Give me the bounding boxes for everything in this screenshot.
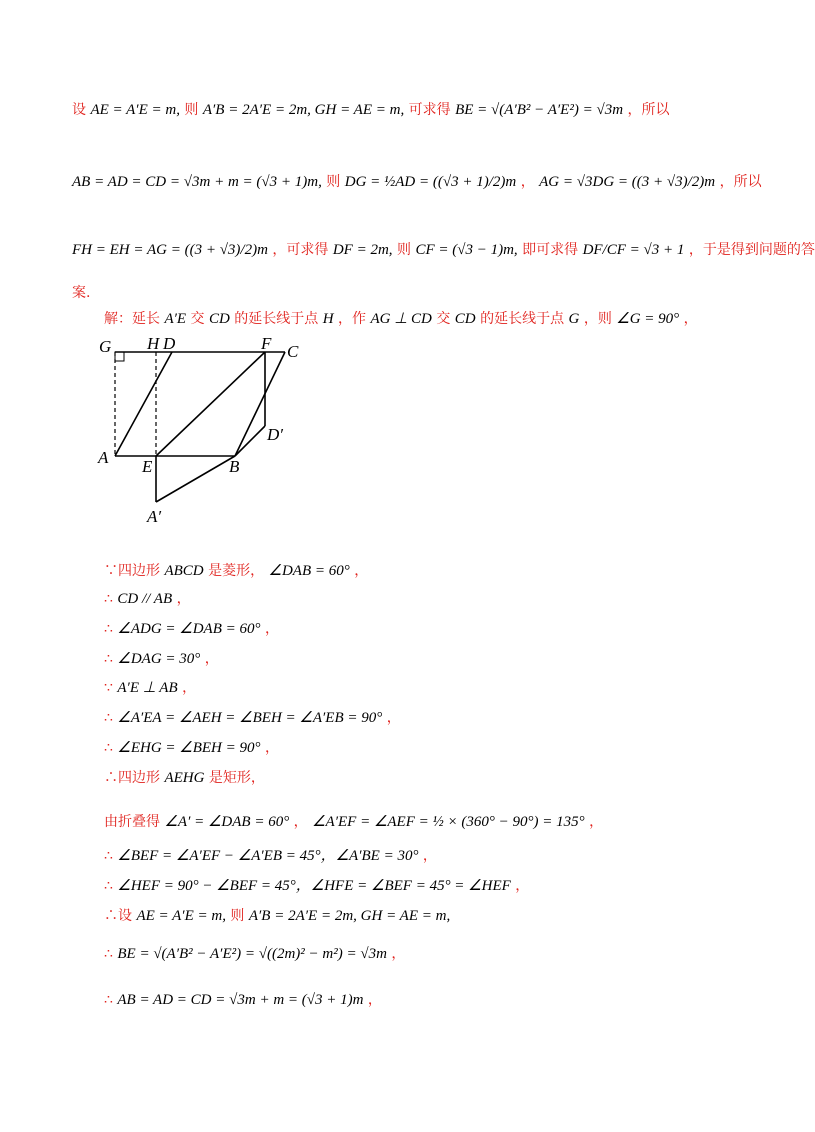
formula: A′B = 2A′E = 2m, GH = AE = m, — [248, 908, 451, 924]
text: 的延长线于点 — [234, 311, 319, 327]
formula: AB = AD = CD = √3m + m = (√3 + 1)m — [117, 992, 364, 1008]
text: ∴ — [104, 878, 113, 894]
text-line-7 — [104, 589, 191, 609]
label-d: D — [163, 334, 176, 353]
text: ， — [391, 946, 406, 962]
text-line-14 — [104, 812, 603, 832]
formula: A′B = 2A′E = 2m, GH = AE = m, — [202, 102, 405, 118]
formula: ∠A′ = ∠DAB = 60° — [164, 814, 290, 830]
formula: CD — [454, 311, 476, 327]
text: ， — [520, 174, 535, 190]
formula: DG = ½AD = ((√3 + 1)/2)m — [344, 174, 517, 190]
formula: AG ⊥ CD — [370, 311, 432, 327]
formula: ∠EHG = ∠BEH = 90° — [117, 740, 261, 756]
formula: AE = A′E = m, — [90, 102, 180, 118]
text: ， — [176, 591, 191, 607]
text-line-3 — [72, 240, 815, 260]
text-line-5 — [104, 309, 698, 329]
label-c: C — [287, 342, 299, 361]
text: 交 — [190, 311, 205, 327]
text-line-13 — [104, 768, 265, 788]
text: 可求得 — [408, 102, 451, 118]
text: 则 — [184, 102, 199, 118]
text-line-19 — [104, 990, 382, 1010]
formula: ∠DAG = 30° — [117, 651, 201, 667]
formula: DF = 2m, — [332, 242, 393, 258]
label-a-prime: A′ — [147, 507, 162, 526]
label-a: A — [98, 448, 109, 467]
formula: ∠DAB = 60° — [268, 563, 350, 579]
line-ad — [115, 352, 172, 456]
formula: BE = √(A′B² − A′E²) = √((2m)² − m²) = √3m — [117, 946, 387, 962]
formula: H — [322, 311, 334, 327]
text-line-12 — [104, 738, 279, 758]
text: ，则 — [583, 311, 612, 327]
text-line-11 — [104, 708, 401, 728]
formula: ∠A′EF = ∠AEF = ½ × (360° − 90°) = 135° — [312, 814, 585, 830]
text: ∴ — [104, 848, 113, 864]
formula: G — [568, 311, 580, 327]
geometry-figure — [95, 330, 325, 534]
text: ∴ — [104, 621, 113, 637]
text: 的延长线于点 — [480, 311, 565, 327]
line-a2b — [156, 456, 235, 502]
text: ，作 — [338, 311, 367, 327]
text: ∵ — [104, 680, 113, 696]
label-h: H — [147, 334, 160, 353]
text: 解：延长 — [104, 311, 160, 327]
text: ∴设 — [104, 908, 132, 924]
text: ， — [367, 992, 382, 1008]
text: ， — [264, 740, 279, 756]
text: 则 — [396, 242, 411, 258]
formula: A′E — [164, 311, 187, 327]
text-line-2 — [72, 172, 762, 192]
text: ∴ — [104, 946, 113, 962]
text-line-1 — [72, 100, 669, 120]
text-line-17 — [104, 906, 450, 926]
text: ∴四边形 — [104, 770, 160, 786]
text-line-4 — [72, 283, 90, 303]
formula: CD // AB — [117, 591, 173, 607]
label-b: B — [229, 457, 240, 476]
text: 交 — [436, 311, 451, 327]
formula: AG = √3DG = ((3 + √3)/2)m — [539, 174, 716, 190]
text-line-9 — [104, 649, 219, 669]
line-ef — [156, 352, 265, 456]
formula: ABCD — [164, 563, 204, 579]
formula: DF/CF = √3 + 1 — [582, 242, 685, 258]
text-line-18 — [104, 944, 405, 964]
text: ，于是得到问题的答 — [688, 242, 815, 258]
formula: ∠BEF = ∠A′EF − ∠A′EB = 45°，∠A′BE = 30° — [117, 848, 419, 864]
text: 是矩形， — [208, 770, 265, 786]
formula: ∠HEF = 90° − ∠BEF = 45°，∠HFE = ∠BEF = 45° = ∠HEF — [117, 878, 511, 894]
formula: ∠G = 90° — [616, 311, 680, 327]
text: 即可求得 — [522, 242, 579, 258]
text: ， — [204, 651, 219, 667]
text: ∵四边形 — [104, 563, 160, 579]
text: 则 — [230, 908, 245, 924]
formula: CF = (√3 − 1)m, — [415, 242, 518, 258]
text-line-15 — [104, 846, 437, 866]
text: 由折叠得 — [104, 814, 160, 830]
formula: AB = AD = CD = √3m + m = (√3 + 1)m, — [72, 174, 322, 190]
text: ， — [264, 621, 279, 637]
text-line-10 — [104, 678, 196, 698]
text: ，所以 — [627, 102, 670, 118]
text: ， — [293, 814, 308, 830]
text: ∴ — [104, 591, 113, 607]
formula: AEHG — [164, 770, 205, 786]
text: ∴ — [104, 740, 113, 756]
formula: FH = EH = AG = ((3 + √3)/2)m — [72, 242, 268, 258]
text: ∴ — [104, 651, 113, 667]
formula: ∠ADG = ∠DAB = 60° — [117, 621, 261, 637]
formula: AE = A′E = m, — [136, 908, 226, 924]
label-d-prime: D′ — [267, 425, 283, 444]
formula: ∠A′EA = ∠AEH = ∠BEH = ∠A′EB = 90° — [117, 710, 383, 726]
text: ， — [182, 680, 197, 696]
text: ， — [515, 878, 530, 894]
text-line-8 — [104, 619, 279, 639]
text: ∴ — [104, 992, 113, 1008]
text: 案. — [72, 285, 91, 301]
line-d2b — [235, 426, 265, 456]
label-f: F — [261, 334, 272, 353]
formula: CD — [208, 311, 230, 327]
formula: BE = √(A′B² − A′E²) = √3m — [455, 102, 624, 118]
text: 是菱形， — [208, 563, 265, 579]
text: ，可求得 — [272, 242, 329, 258]
geometry-diagram — [95, 330, 325, 530]
text: 设 — [72, 102, 86, 118]
formula: A′E ⊥ AB — [117, 680, 178, 696]
text-line-6 — [104, 561, 368, 581]
label-e: E — [142, 457, 153, 476]
text: ∴ — [104, 710, 113, 726]
text: ， — [422, 848, 437, 864]
right-angle-mark — [115, 352, 124, 361]
text: 则 — [326, 174, 341, 190]
text: ， — [354, 563, 369, 579]
text: ， — [683, 311, 698, 327]
text-line-16 — [104, 876, 529, 896]
label-g: G — [99, 337, 112, 356]
text: ， — [386, 710, 401, 726]
text: ，所以 — [719, 174, 762, 190]
text: ， — [589, 814, 604, 830]
